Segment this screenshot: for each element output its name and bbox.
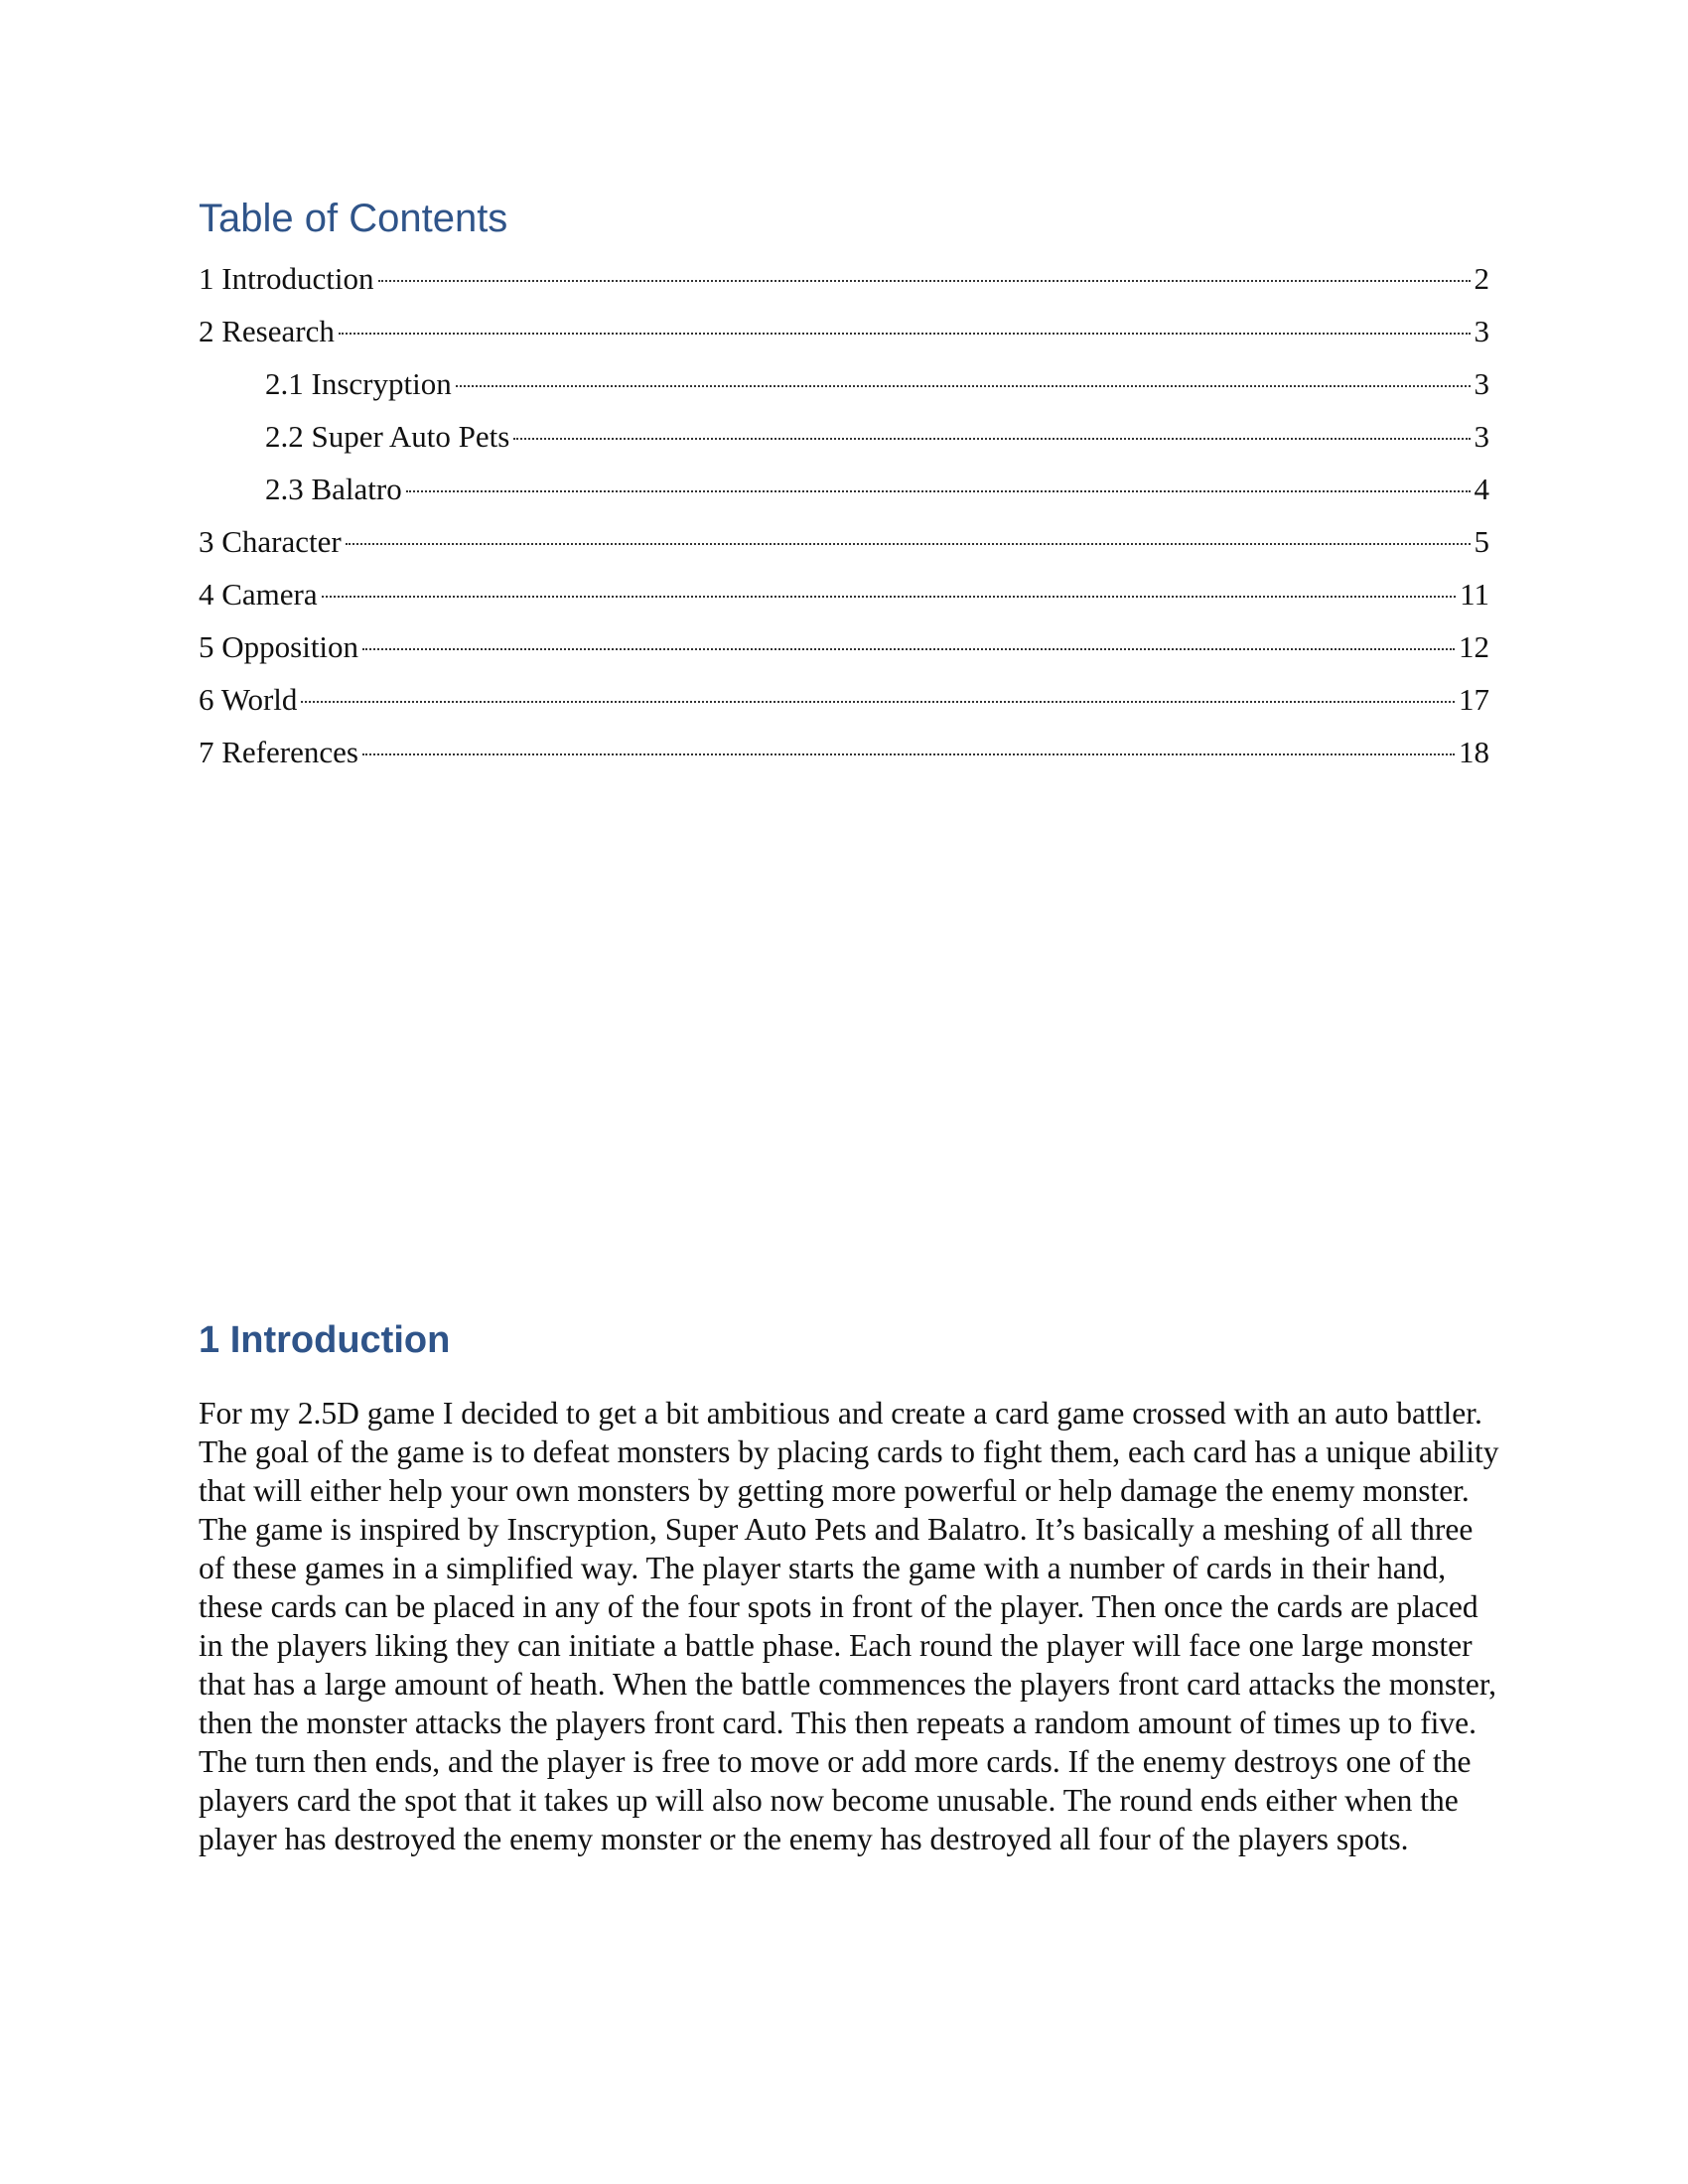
toc-entry-page: 4	[1474, 472, 1489, 506]
toc-entry-page: 11	[1460, 577, 1489, 612]
toc-entry-super-auto-pets[interactable]	[199, 410, 1489, 463]
toc-entry-opposition[interactable]	[199, 620, 1489, 673]
toc-entry-balatro[interactable]	[199, 463, 1489, 515]
toc-entry-page: 12	[1459, 629, 1489, 664]
toc-leader-dots	[322, 596, 1457, 598]
table-of-contents	[199, 252, 1489, 778]
toc-leader-dots	[362, 753, 1455, 755]
toc-entry-page: 18	[1459, 735, 1489, 769]
toc-entry-research[interactable]	[199, 305, 1489, 357]
toc-entry-label: 2.3 Balatro	[265, 472, 402, 506]
toc-entry-label: 1 Introduction	[199, 261, 374, 296]
toc-entry-camera[interactable]	[199, 568, 1489, 620]
toc-title: Table of Contents	[199, 197, 508, 240]
toc-entry-page: 2	[1474, 261, 1489, 296]
toc-leader-dots	[378, 280, 1471, 282]
introduction-heading: 1 Introduction	[199, 1319, 451, 1361]
toc-entry-page: 3	[1474, 419, 1489, 454]
toc-leader-dots	[513, 438, 1470, 440]
toc-entry-introduction[interactable]	[199, 252, 1489, 305]
toc-entry-label: 4 Camera	[199, 577, 318, 612]
toc-leader-dots	[346, 543, 1471, 545]
toc-entry-label: 5 Opposition	[199, 629, 359, 664]
toc-entry-label: 3 Character	[199, 524, 342, 559]
introduction-paragraph: For my 2.5D game I decided to get a bit ambitious and create a card game crossed with an auto battler. The goal of the game is to defeat monsters by placing cards to fight them, each card has a unique ability that will either help your own monsters by getting more powerful or help damage the enemy monster. The game is inspired by Inscryption, Super Auto Pets and Balatro. It’s basically a meshing of all three of these games in a simplified way. The player starts the game with a number of cards in their hand, these cards can be placed in any of the four spots in front of the player. Then once the cards are placed in the players liking they can initiate a battle phase. Each round the player will face one large monster that has a large amount of heath. When the battle commences the players front card attacks the monster, then the monster attacks the players front card. This then repeats a random amount of times up to five. The turn then ends, and the player is free to move or add more cards. If the enemy destroys one of the players card the spot that it takes up will also now become unusable. The round ends either when the player has destroyed the enemy monster or the enemy has destroyed all four of the players spots.	[199, 1396, 1499, 1856]
toc-entry-page: 3	[1474, 314, 1489, 348]
toc-entry-character[interactable]	[199, 515, 1489, 568]
toc-entry-page: 5	[1474, 524, 1489, 559]
toc-entry-inscryption[interactable]	[199, 357, 1489, 410]
toc-leader-dots	[362, 648, 1455, 650]
toc-entry-world[interactable]	[199, 673, 1489, 726]
toc-entry-label: 2.2 Super Auto Pets	[265, 419, 510, 454]
toc-entry-references[interactable]	[199, 726, 1489, 778]
toc-entry-label: 2.1 Inscryption	[265, 366, 452, 401]
toc-entry-label: 7 References	[199, 735, 358, 769]
toc-leader-dots	[406, 490, 1471, 492]
toc-entry-page: 3	[1474, 366, 1489, 401]
toc-leader-dots	[301, 701, 1455, 703]
toc-entry-label: 2 Research	[199, 314, 335, 348]
toc-entry-page: 17	[1459, 682, 1489, 717]
toc-leader-dots	[339, 333, 1471, 335]
toc-leader-dots	[456, 385, 1471, 387]
toc-entry-label: 6 World	[199, 682, 298, 717]
